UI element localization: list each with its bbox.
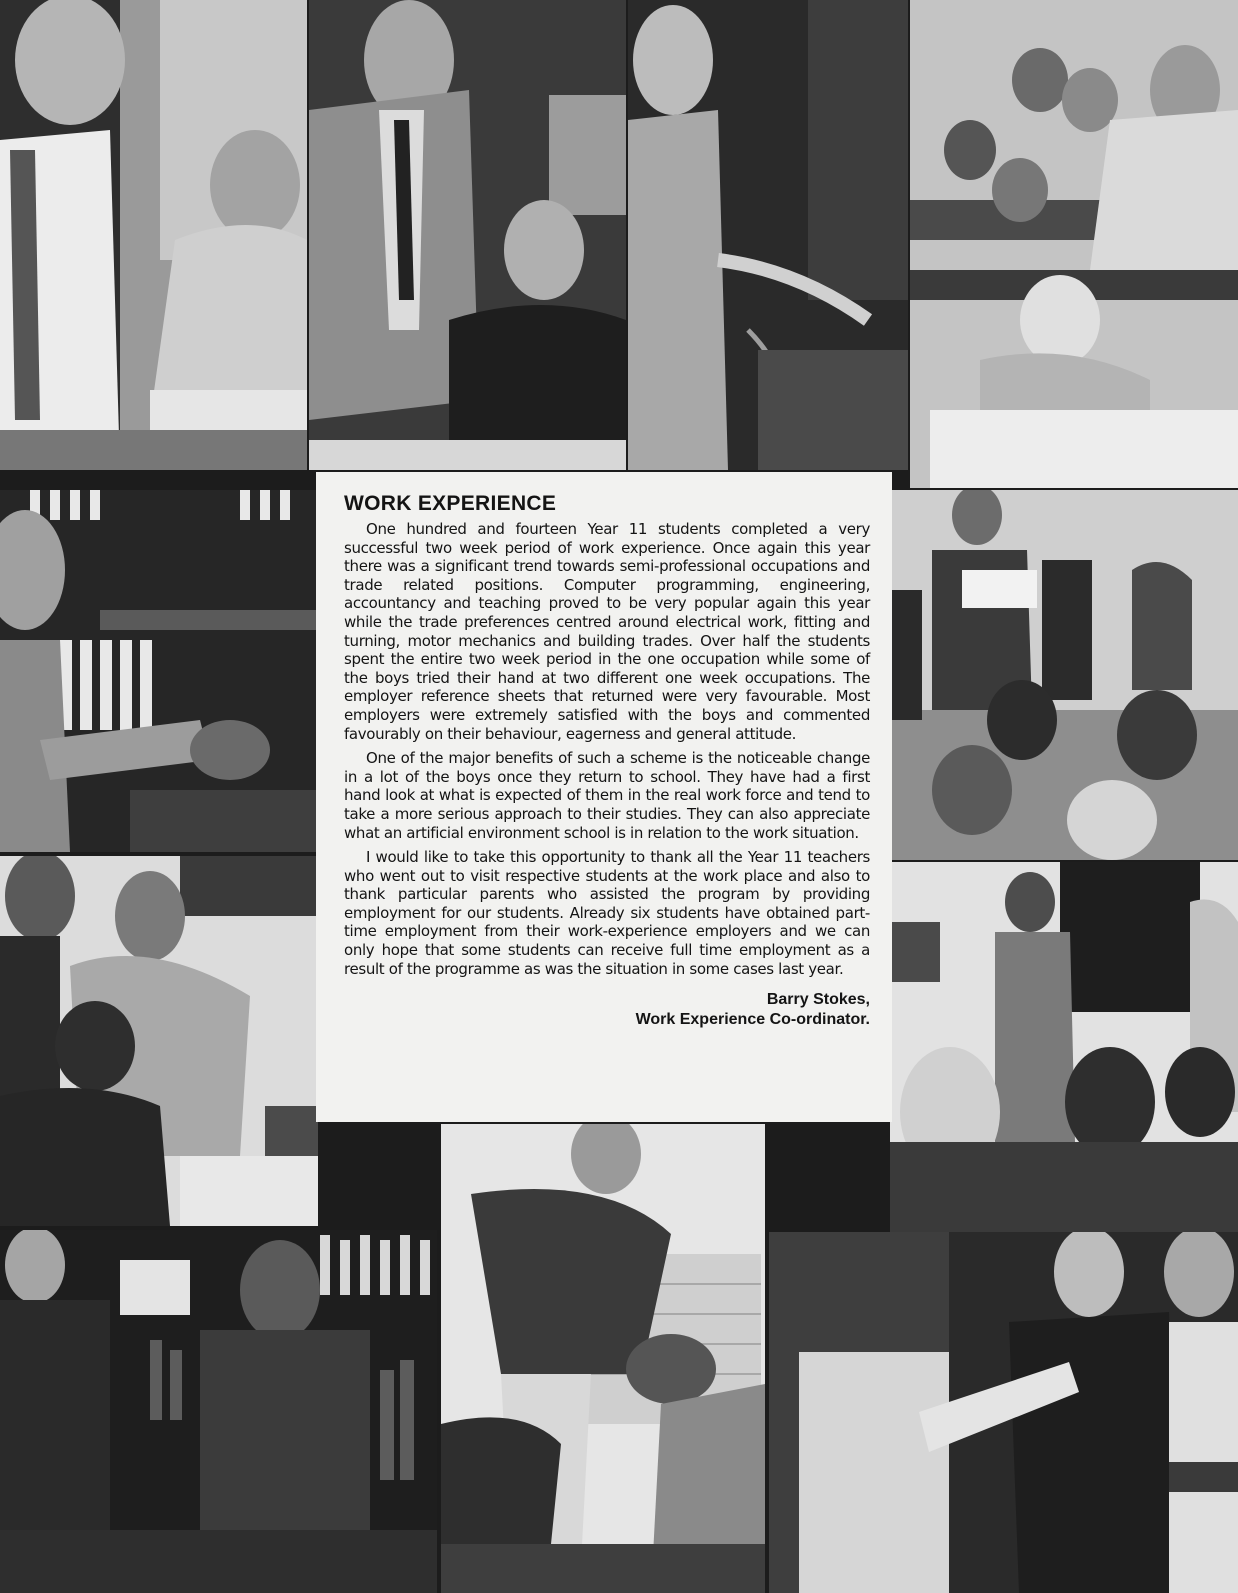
photo-dental-workshop	[628, 0, 908, 470]
article-paragraph: I would like to take this opportunity to thank all the Year 11 teachers who went out to visit respective students at the work place and also to thank particular parents who assisted the program by providing employment for our students. Already six students have obtained part-time employment from their work-experience employers and we can only hope that some students can receive full time employment as a result of the programme as was the situation in some cases last year.	[344, 848, 870, 978]
photo-animal-handling	[441, 1124, 765, 1593]
signature	[344, 990, 870, 1030]
signature-name: Barry Stokes,	[766, 991, 870, 1009]
photo-reading-to-children	[892, 490, 1238, 860]
photo-workshop-machine	[769, 1232, 1238, 1593]
article-box	[316, 472, 892, 1122]
photo-bar-counter	[0, 1230, 437, 1593]
article-paragraph: One hundred and fourteen Year 11 students completed a very successful two week period of work experience. Once again this year there was a significant trend towards semi-professional occupations and trade related positions. Computer programming, engineering, accountancy and teaching proved to be very popular again this year while the trade preferences centred around electrical work, fitting and turning, motor mechanics and building trades. Over half the students spent the entire two week period in the one occupation while some of the boys tried their hand at two different one week occupations. The employer reference sheets that returned were very favourable. Most employers were extremely satisfied with the boys and commented favourably on their behaviour, eagerness and general attitude.	[344, 520, 870, 743]
photo-office-typewriter	[0, 0, 307, 470]
photo-teacher-and-student	[309, 0, 626, 470]
photo-computer-lab	[0, 856, 318, 1226]
signature-role: Work Experience Co-ordinator.	[635, 1011, 870, 1029]
article-paragraph: One of the major benefits of such a scheme is the noticeable change in a lot of the boys once they return to school. They have had a first hand look at what is expected of them in the real work force and tend to take a more serious approach to their studies. They can also appreciate what an artificial environment school is in relation to the work situation.	[344, 749, 870, 842]
article-title: WORK EXPERIENCE	[344, 492, 557, 515]
photo-primary-classroom	[910, 0, 1238, 488]
photo-electronics-bench	[0, 490, 318, 852]
photo-class-presentation	[890, 862, 1238, 1242]
